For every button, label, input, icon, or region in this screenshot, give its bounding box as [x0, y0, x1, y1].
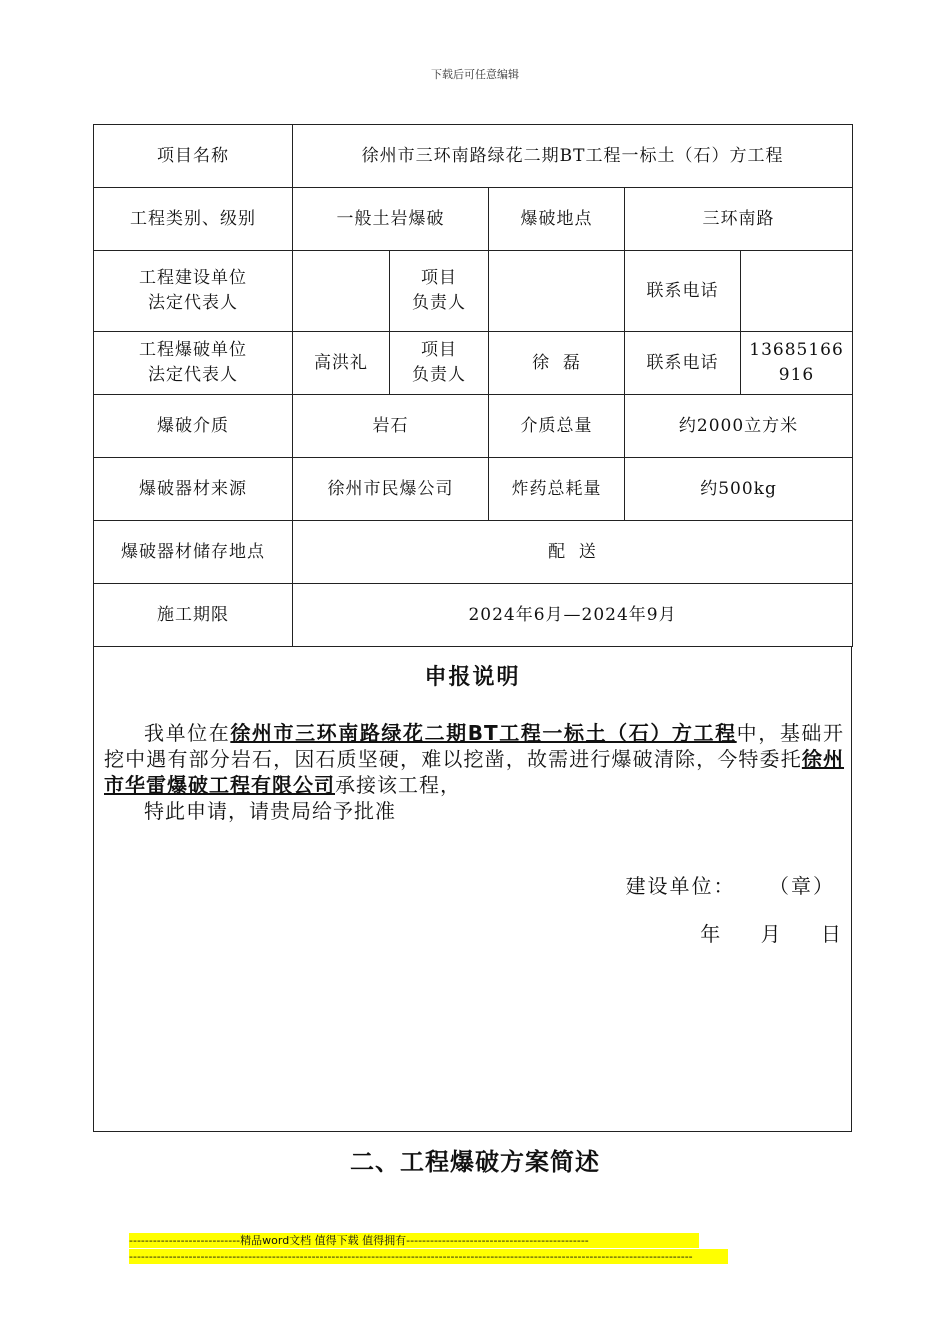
section-heading: 二、工程爆破方案简述	[350, 1148, 600, 1176]
blast-phone-label: 联系电话	[625, 332, 741, 395]
blast-unit-value: 高洪礼	[293, 332, 390, 395]
project-name-value: 徐州市三环南路绿花二期BT工程一标土（石）方工程	[293, 125, 853, 188]
application-form-table	[93, 124, 853, 647]
row-period	[94, 584, 853, 647]
row-build-unit	[94, 251, 853, 332]
medium-label: 爆破介质	[94, 395, 293, 458]
blast-unit-label-line1: 工程爆破单位	[139, 340, 247, 360]
project-lead-label-line2: 负责人	[412, 365, 466, 385]
blast-phone-line2: 916	[778, 365, 815, 385]
blast-unit-label	[94, 332, 293, 395]
footer-line-2: ----------------------------------------------------------------------------------------------------------------------------------------------	[129, 1249, 728, 1264]
header-note: 下载后可任意编辑	[431, 68, 519, 81]
build-project-lead-value	[489, 251, 625, 332]
blast-phone-value	[741, 332, 853, 395]
blast-project-lead-value: 徐 磊	[489, 332, 625, 395]
build-unit-label	[94, 251, 293, 332]
build-phone-value	[741, 251, 853, 332]
date-month: 月	[760, 922, 781, 946]
blast-unit-label-line2: 法定代表人	[148, 365, 238, 385]
storage-label: 爆破器材储存地点	[94, 521, 293, 584]
category-label: 工程类别、级别	[94, 188, 293, 251]
project-name-label: 项目名称	[94, 125, 293, 188]
explosive-total-value: 约500kg	[625, 458, 853, 521]
row-storage	[94, 521, 853, 584]
medium-value: 岩石	[293, 395, 489, 458]
blast-phone-line1: 13685166	[749, 340, 844, 360]
project-name-underlined: 徐州市三环南路绿花二期BT工程一标土（石）方工程	[230, 721, 737, 745]
project-lead-label-line1: 项目	[421, 268, 457, 288]
build-unit-label-line1: 工程建设单位	[139, 268, 247, 288]
build-unit-value	[293, 251, 390, 332]
build-unit-label-line2: 法定代表人	[148, 293, 238, 313]
signature-date	[666, 918, 841, 947]
row-project-name	[94, 125, 853, 188]
row-medium	[94, 395, 853, 458]
statement-body	[104, 720, 844, 824]
period-label: 施工期限	[94, 584, 293, 647]
build-phone-label: 联系电话	[625, 251, 741, 332]
medium-total-value: 约2000立方米	[625, 395, 853, 458]
row-blast-unit	[94, 332, 853, 395]
footer-line-1: ----------------------------精品word文档 值得下载 值得拥有----------------------------------------------	[129, 1233, 699, 1248]
row-material-source	[94, 458, 853, 521]
statement-box	[93, 646, 852, 1132]
material-source-value: 徐州市民爆公司	[293, 458, 489, 521]
category-value: 一般土岩爆破	[293, 188, 489, 251]
material-source-label: 爆破器材来源	[94, 458, 293, 521]
statement-paragraph-2	[104, 798, 844, 824]
period-value: 2024年6月—2024年9月	[293, 584, 853, 647]
company-name-underlined: 徐州市华雷爆破工程有限公司	[104, 747, 845, 797]
statement-text: 承接该工程，	[335, 773, 461, 797]
location-value: 三环南路	[625, 188, 853, 251]
statement-text: 我单位在	[144, 721, 231, 745]
row-category	[94, 188, 853, 251]
signature-unit: 建设单位： （章）	[625, 874, 835, 898]
explosive-total-label: 炸药总耗量	[489, 458, 625, 521]
location-label: 爆破地点	[489, 188, 625, 251]
project-lead-label-line2: 负责人	[412, 293, 466, 313]
blast-project-lead-label	[390, 332, 489, 395]
statement-title: 申报说明	[424, 665, 521, 690]
statement-paragraph-1	[104, 720, 844, 798]
statement-text: 特此申请，请贵局给予批准	[144, 799, 396, 823]
storage-value: 配 送	[293, 521, 853, 584]
medium-total-label: 介质总量	[489, 395, 625, 458]
statement-text: 中，基础开挖中遇有部分岩石，因石质坚硬，难以挖凿，故需进行爆破清除，今特委托	[104, 721, 845, 771]
project-lead-label-line1: 项目	[421, 340, 457, 360]
date-day: 日	[821, 922, 841, 946]
date-year: 年	[700, 922, 721, 946]
build-project-lead-label	[390, 251, 489, 332]
